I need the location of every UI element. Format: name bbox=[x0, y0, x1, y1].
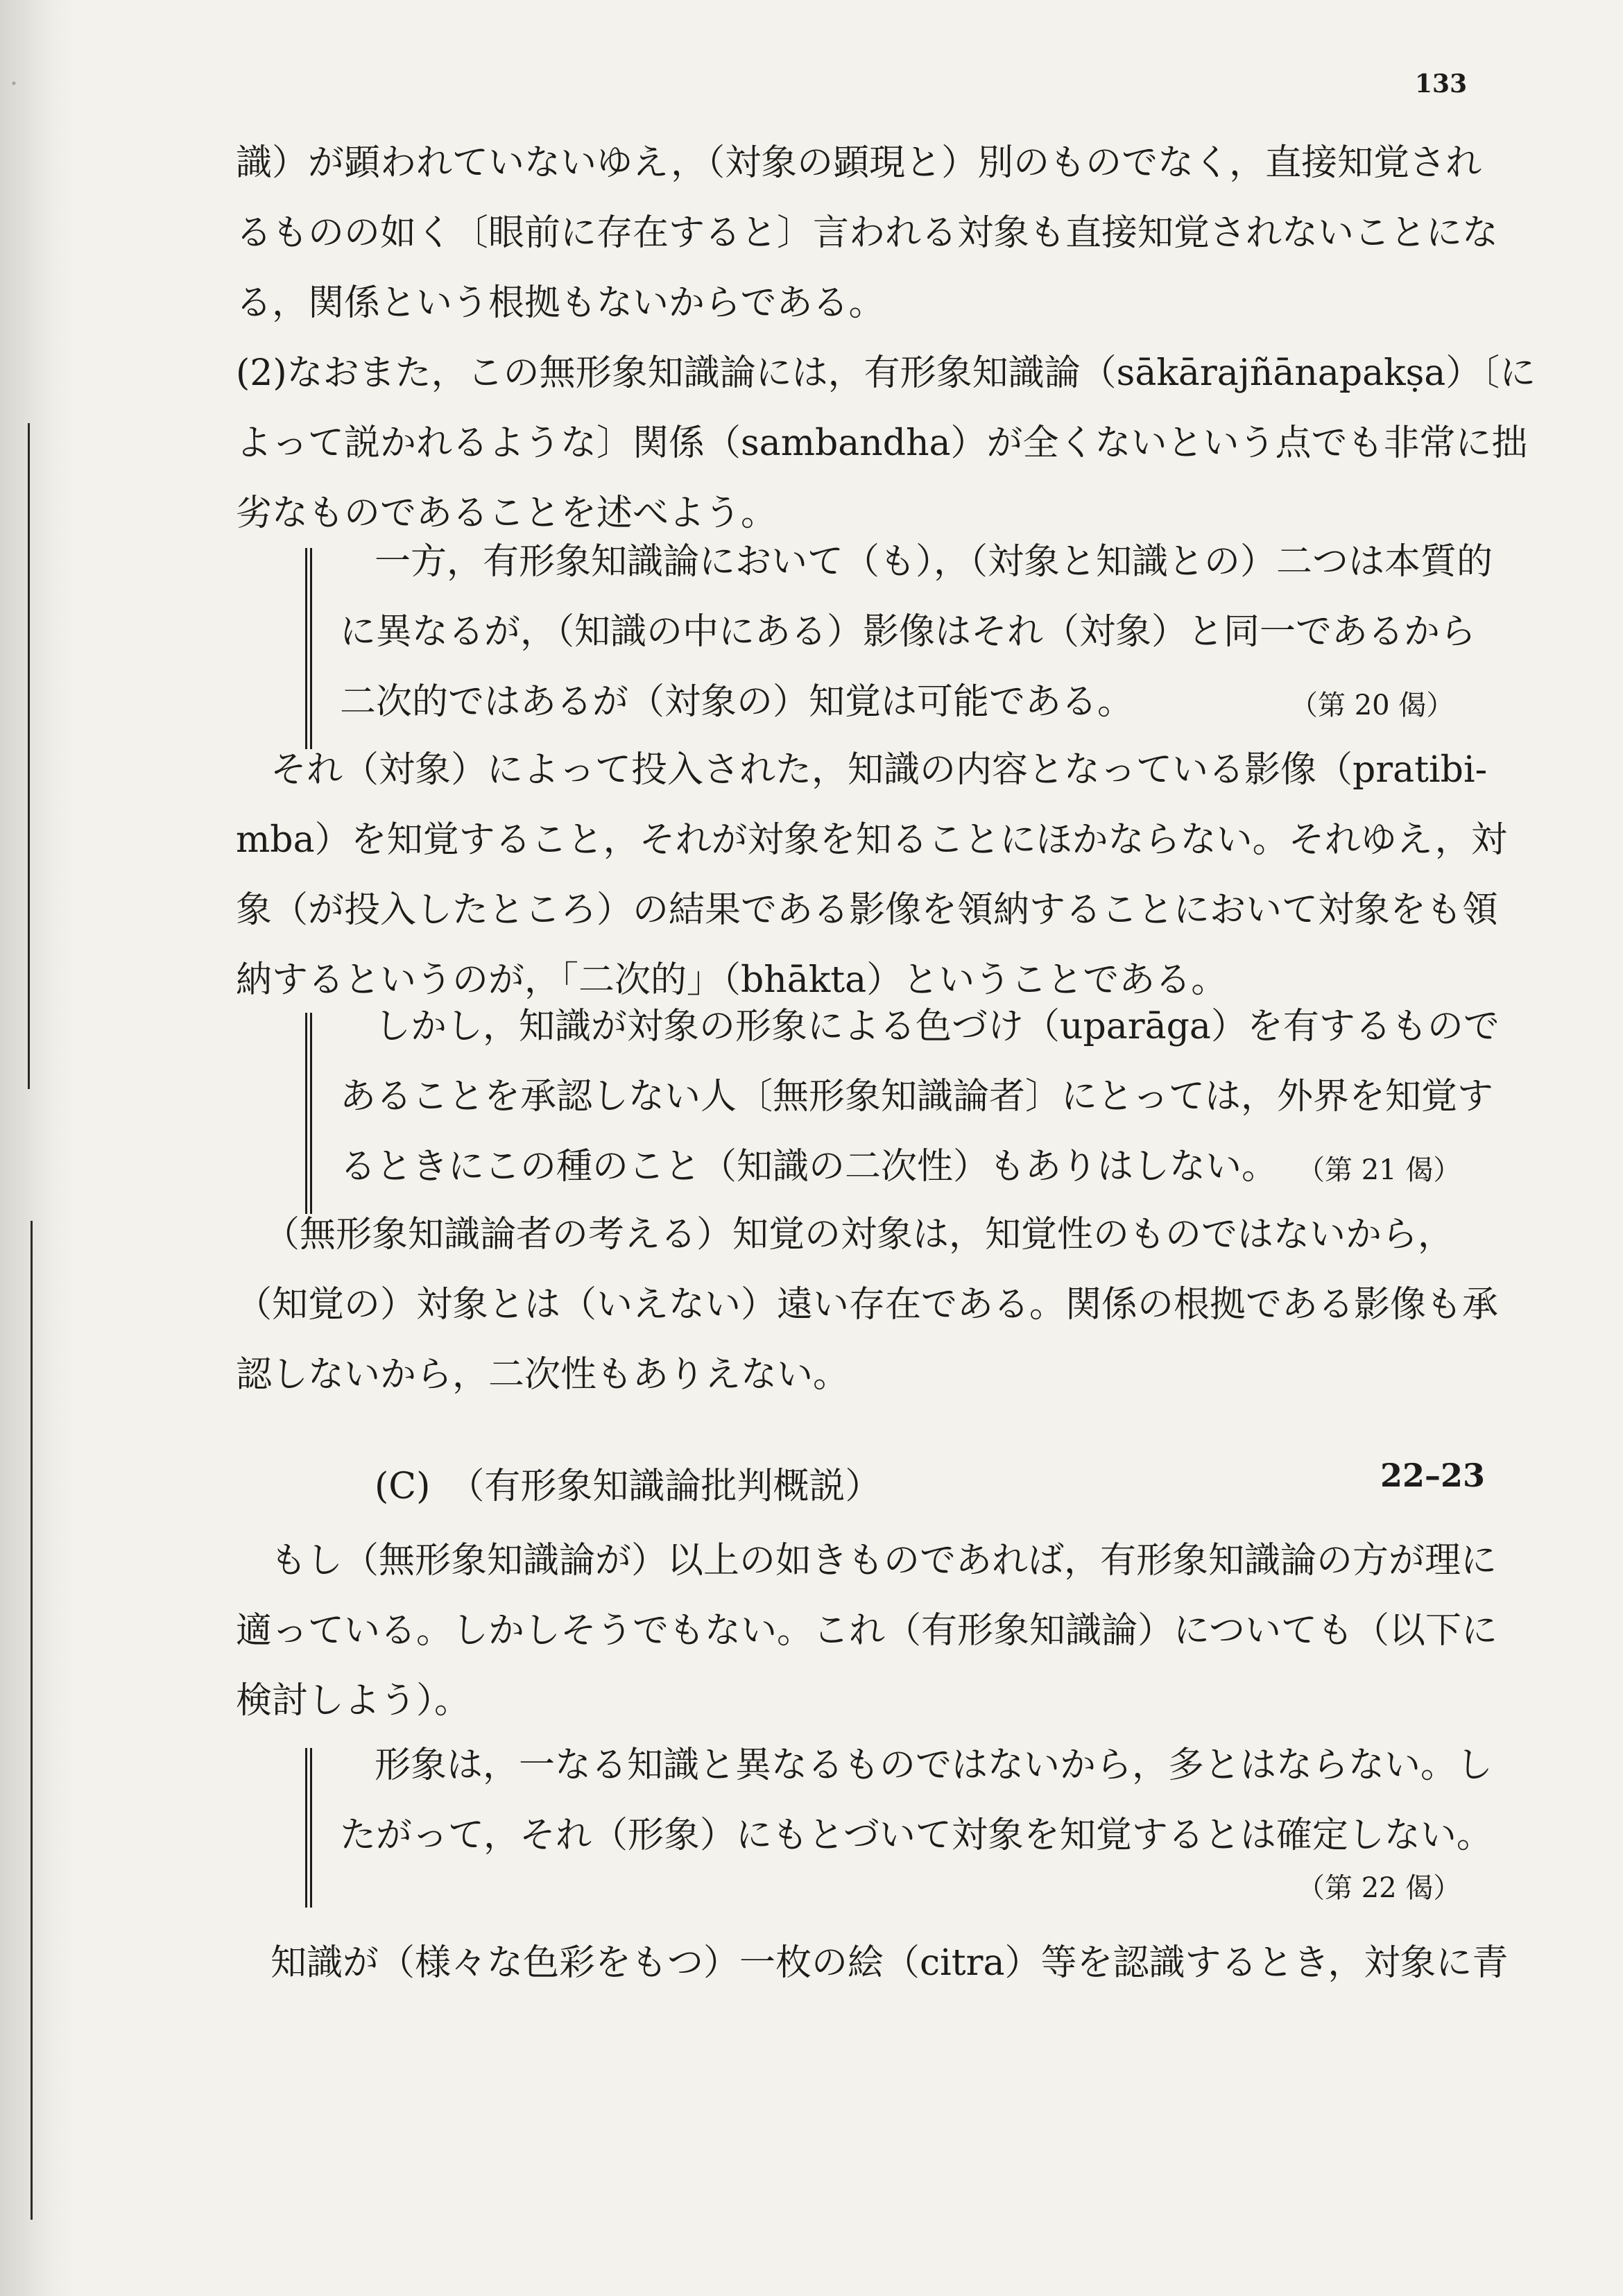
paragraph bbox=[236, 735, 1507, 1016]
text-line: （知覚の）対象とは（いえない）遠い存在である。関係の根拠である影像も承 bbox=[236, 1284, 1499, 1326]
verse-line: あることを承認しない人〔無形象知識論者〕にとっては，外界を知覚す bbox=[340, 1076, 1493, 1117]
paragraph bbox=[236, 339, 1536, 549]
text-line: 認しないから，二次性もありえない。 bbox=[236, 1354, 850, 1396]
text-line: （無形象知識論者の考える）知覚の対象は，知覚性のものではないから， bbox=[264, 1214, 1454, 1256]
text-line: 適っている。しかしそうでもない。これ（有形象知識論）についても（以下に bbox=[236, 1610, 1497, 1652]
verse-line: 二次的ではあるが（対象の）知覚は可能である。 bbox=[340, 681, 1134, 723]
verse-line: るときにこの種のこと（知識の二次性）もありはしない。 bbox=[340, 1146, 1278, 1188]
section-heading: (C) （有形象知識論批判概説） bbox=[375, 1466, 882, 1507]
text-line: 識）が顕われていないゆえ，（対象の顕現と）別のものでなく，直接知覚され bbox=[236, 142, 1482, 184]
scan-artifact-line bbox=[28, 423, 30, 1089]
text-line: 知識が（様々な色彩をもつ）一枚の絵（citra）等を認識するとき，対象に青 bbox=[270, 1942, 1509, 1984]
verse-bar bbox=[305, 1013, 312, 1214]
text-line: る，関係という根拠もないからである。 bbox=[236, 282, 885, 324]
paragraph bbox=[236, 128, 1499, 339]
verse-bar bbox=[305, 1748, 312, 1908]
verse-line: 形象は，一なる知識と異なるものではないから，多とはならない。し bbox=[375, 1745, 1493, 1786]
scan-edge-shadow bbox=[0, 0, 76, 2296]
text-line: 劣なものであることを述べよう。 bbox=[236, 492, 778, 534]
text-line: 納するというのが，「二次的」（bhākta）ということである。 bbox=[236, 959, 1228, 1001]
text-line: 象（が投入したところ）の結果である影像を領納することにおいて対象をも領 bbox=[236, 889, 1499, 931]
verse-bar bbox=[305, 548, 312, 749]
verse-label: （第 21 偈） bbox=[1297, 1154, 1461, 1186]
paragraph bbox=[236, 1200, 1499, 1410]
paragraph bbox=[236, 1928, 1509, 1998]
text-line: よって説かれるような〕関係（sambandha）が全くないという点でも非常に拙 bbox=[236, 422, 1528, 464]
section-verse-range: 22–23 bbox=[1380, 1457, 1486, 1494]
verse-line: 一方，有形象知識論において（も），（対象と知識との）二つは本質的 bbox=[375, 541, 1493, 583]
text-line: それ（対象）によって投入された，知識の内容となっている影像（pratibi- bbox=[270, 749, 1488, 791]
text-line: もし（無形象知識論が）以上の如きものであれば，有形象知識論の方が理に bbox=[270, 1540, 1497, 1582]
text-line: mba）を知覚すること，それが対象を知ることにほかならない。それゆえ，対 bbox=[236, 819, 1507, 861]
verse-22 bbox=[340, 1731, 1493, 1871]
page-number: 133 bbox=[1415, 69, 1468, 98]
verse-line: しかし，知識が対象の形象による色づけ（uparāga）を有するもので bbox=[375, 1006, 1500, 1047]
text-line: 検討しよう）。 bbox=[236, 1680, 471, 1722]
text-line: るものの如く〔眼前に存在すると〕言われる対象も直接知覚されないことにな bbox=[236, 212, 1499, 254]
verse-label: （第 22 偈） bbox=[1297, 1872, 1461, 1904]
scan-artifact-line bbox=[31, 1221, 33, 2220]
paragraph bbox=[236, 1526, 1497, 1736]
verse-line: に異なるが，（知識の中にある）影像はそれ（対象）と同一であるから bbox=[340, 611, 1477, 653]
verse-label: （第 20 偈） bbox=[1290, 689, 1454, 721]
text-line: (2)なおまた，この無形象知識論には，有形象知識論（sākārajñānapakṣa）〔に bbox=[236, 352, 1536, 394]
verse-line: たがって，それ（形象）にもとづいて対象を知覚するとは確定しない。 bbox=[340, 1815, 1493, 1856]
